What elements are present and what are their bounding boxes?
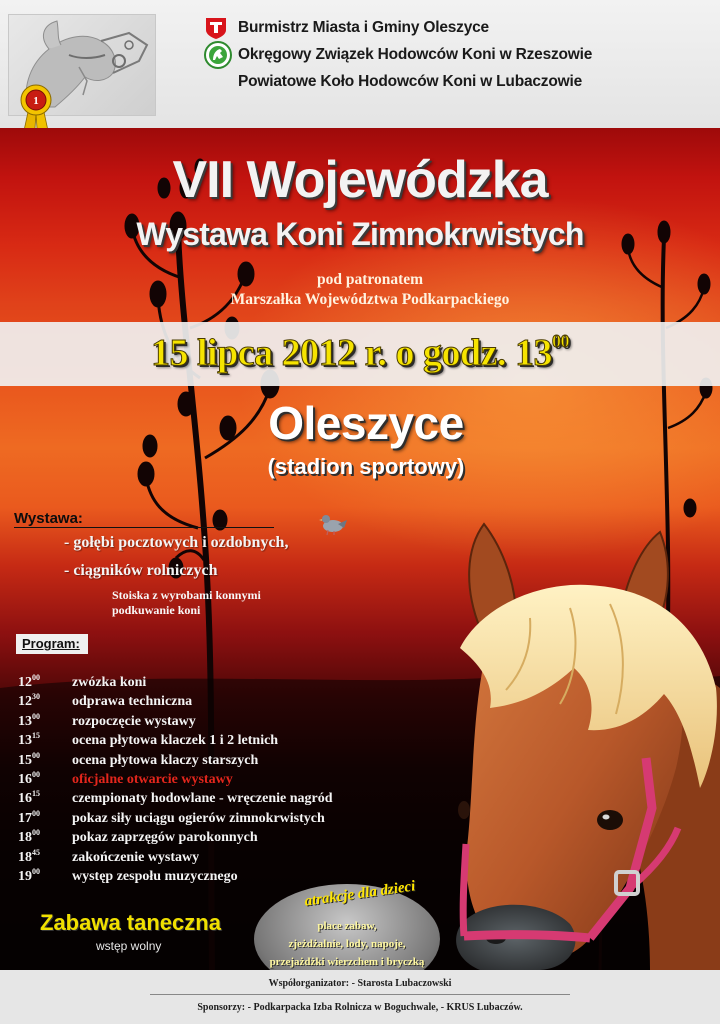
horse-breeders-association-logo-icon xyxy=(204,41,238,69)
exhibition-item: - gołębi pocztowych i ozdobnych, xyxy=(64,534,289,551)
stands-line: Stoiska z wyrobami konnymi xyxy=(112,588,261,602)
program-hour: 15 xyxy=(18,752,32,768)
dance-subtitle: wstęp wolny xyxy=(96,939,162,953)
program-hour: 13 xyxy=(18,713,32,729)
program-hour: 18 xyxy=(18,849,32,865)
program-heading: Program: xyxy=(22,636,80,651)
program-description: oficjalne otwarcie wystawy xyxy=(72,771,233,787)
program-time xyxy=(18,862,72,886)
program-minutes: 00 xyxy=(32,673,40,682)
program-row xyxy=(18,765,438,787)
poster-body xyxy=(0,128,720,970)
organizer-row xyxy=(204,41,704,68)
program-hour: 16 xyxy=(18,791,32,807)
organizers-list xyxy=(204,14,704,95)
event-location: Oleszyce xyxy=(268,397,464,449)
program-description: odprawa techniczna xyxy=(72,694,193,710)
program-row xyxy=(18,707,438,729)
organizer-name: Powiatowe Koło Hodowców Koni w Lubaczowie xyxy=(238,73,583,90)
program-row xyxy=(18,746,438,768)
program-description: rozpoczęcie wystawy xyxy=(72,713,196,729)
program-description: pokaz siły uciągu ogierów zimnokrwistych xyxy=(72,810,325,826)
date-text: 15 lipca 2012 r. o godz. 13 xyxy=(151,332,552,374)
program-description: pokaz zaprzęgów parokonnych xyxy=(72,830,258,846)
program-minutes: 00 xyxy=(32,711,40,721)
program-description: występ zespołu muzycznego xyxy=(72,868,238,884)
program-hour: 12 xyxy=(18,694,32,710)
event-venue: (stadion sportowy) xyxy=(267,454,465,479)
program-description: zwózka koni xyxy=(72,675,147,690)
program-hour: 17 xyxy=(18,810,32,826)
event-date xyxy=(0,331,720,375)
program-row xyxy=(18,804,438,826)
program-hour: 12 xyxy=(18,675,32,690)
program-list xyxy=(18,668,438,884)
kids-attractions-line: place zabaw, xyxy=(317,920,377,932)
program-minutes: 00 xyxy=(32,808,40,818)
program-minutes: 00 xyxy=(32,828,40,838)
program-hour: 16 xyxy=(18,771,32,787)
program-hour: 19 xyxy=(18,868,32,884)
program-row xyxy=(18,843,438,865)
event-title: VII Wojewódzka xyxy=(172,151,548,209)
program-row xyxy=(18,687,438,710)
program-row xyxy=(18,668,438,690)
kids-attractions-line: przejażdżki wierzchem i bryczką xyxy=(269,956,425,968)
program-description: ocena płytowa klaczy starszych xyxy=(72,752,259,768)
patronage-line-1: pod patronatem xyxy=(316,271,424,288)
exhibition-heading: Wystawa: xyxy=(14,510,274,528)
program-minutes: 15 xyxy=(32,731,40,741)
program-minutes: 30 xyxy=(32,692,40,702)
credits-divider xyxy=(150,994,570,995)
program-row xyxy=(18,784,438,807)
program-minutes: 00 xyxy=(32,769,40,779)
program-minutes: 00 xyxy=(32,866,40,876)
horse-photo-image xyxy=(420,468,720,970)
program-description: zakończenie wystawy xyxy=(72,849,200,865)
program-hour: 13 xyxy=(18,733,32,749)
program-row xyxy=(18,823,438,846)
date-minutes: 00 xyxy=(552,331,569,351)
sponsors-line: Sponsorzy: - Podkarpacka Izba Rolnicza w Boguchwale, - KRUS Lubaczów. xyxy=(197,1002,523,1013)
rosette-number: 1 xyxy=(33,95,39,107)
program-minutes: 15 xyxy=(32,789,40,799)
program-description: ocena płytowa klaczek 1 i 2 letnich xyxy=(72,733,279,749)
kids-attractions-title: atrakcje dla dzieci xyxy=(303,878,417,910)
organizer-row xyxy=(204,14,704,41)
program-description: czempionaty hodowlane - wręczenie nagród xyxy=(72,791,333,807)
credits-footer xyxy=(0,970,720,1024)
exhibition-item: - ciągników rolniczych xyxy=(64,562,218,579)
pigeon-icon xyxy=(318,510,348,536)
organizer-row xyxy=(204,68,704,95)
program-hour: 18 xyxy=(18,830,32,846)
patronage-line-2: Marszałka Województwa Podkarpackiego xyxy=(230,291,510,308)
kids-attractions-line: zjeżdżalnie, lody, napoje, xyxy=(288,938,406,950)
co-organizer-line: Współorganizator: - Starosta Lubaczowski xyxy=(268,978,452,989)
coat-of-arms-icon xyxy=(204,14,238,41)
organizer-name: Okręgowy Związek Hodowców Koni w Rzeszowie xyxy=(238,46,593,64)
header-banner xyxy=(0,0,720,128)
stands-line: podkuwanie koni xyxy=(112,603,201,617)
program-minutes: 45 xyxy=(32,847,40,857)
dance-title: Zabawa taneczna xyxy=(40,910,221,935)
organizer-name: Burmistrz Miasta i Gminy Oleszyce xyxy=(238,19,489,36)
program-row xyxy=(18,726,438,749)
program-minutes: 00 xyxy=(32,750,40,760)
event-subtitle: Wystawa Koni Zimnokrwistych xyxy=(136,216,584,252)
program-row xyxy=(18,862,438,884)
